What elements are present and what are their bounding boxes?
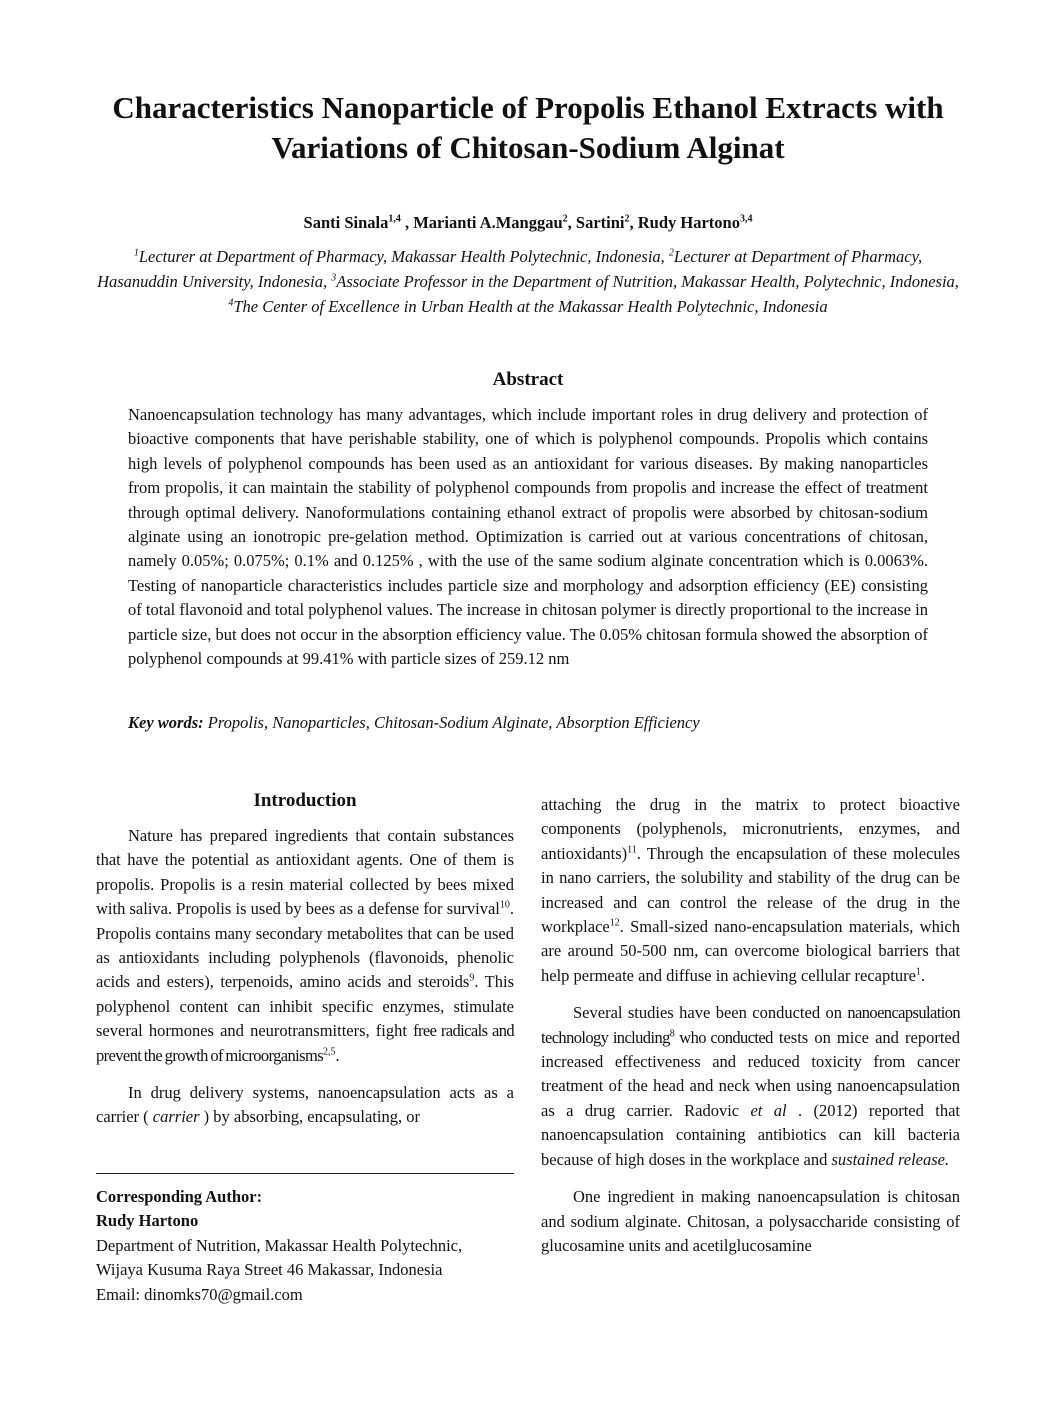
citation-ref: 8 bbox=[669, 1028, 675, 1040]
intro-p2-text: ) by absorbing, encapsulating, or bbox=[199, 1107, 420, 1127]
author-affiliation-mark: 3,4 bbox=[739, 213, 753, 225]
right-p2-text: nanoencapsulation technology including bbox=[541, 1003, 960, 1047]
right-paragraph-3: One ingredient in making nanoencapsulation is chitosan and sodium alginate. Chitosan, a polysaccharide consisting of glucosamine units and acetilglucosamine bbox=[541, 1187, 960, 1255]
affiliation-text: The Center of Excellence in Urban Health at the Makassar Health Polytechnic, Indonesia bbox=[233, 297, 828, 316]
citation-ref: 11 bbox=[627, 844, 637, 856]
abstract-body: Nanoencapsulation technology has many advantages, which include important roles in drug delivery and protection of bioactive components that have perishable stability, one of which is polyphenol compounds. Propolis which contains high levels of polyphenol compounds has been used as an antioxidant for various diseases. By making nanoparticles from propolis, it can maintain the stability of polyphenol compounds from propolis and increase the effect of treatment through optimal delivery. Nanoformulations containing ethanol extract of propolis were absorbed by chitosan-sodium alginate using an ionotropic pre-gelation method. Optimization is carried out at various concentrations of chitosan, namely 0.05%; 0.075%; 0.1% and 0.125% , with the use of the same sodium alginate concentration which is 0.0063%. Testing of nanoparticle characteristics includes particle size and morphology and adsorption efficiency (EE) consisting of total flavonoid and total polyphenol values. The increase in chitosan polymer is directly proportional to the increase in particle size, but does not occur in the absorption efficiency value. The 0.05% chitosan formula showed the absorption of polyphenol compounds at 99.41% with particle sizes of 259.12 nm bbox=[128, 405, 928, 669]
author-affiliation-mark: 2 bbox=[624, 213, 630, 225]
right-p1-text: . Through the encapsulation of these molecules in nano carriers, the solubility and stability of the drug can be increased and can control the release of the drug in the workplace bbox=[541, 843, 960, 937]
right-p1-text: attaching the drug in the matrix to protect bioactive components (polyphenols, micronutrients, enzymes, and antioxidants) bbox=[541, 795, 960, 863]
author-separator: , bbox=[629, 213, 638, 232]
left-column bbox=[96, 788, 514, 1130]
corresponding-email: Email: dinomks70@gmail.com bbox=[96, 1284, 303, 1304]
affiliation-text: Associate Professor in the Department of Nutrition, Makassar Health, Polytechnic, Indonesia, bbox=[336, 272, 959, 291]
intro-p1-text: Nature has prepared ingredients that contain substances that have the potential as antioxidant agents. One of them is propolis. Propolis is a resin material collected by bees mixed with saliva. Propolis is used by bees as a defense for survival bbox=[96, 826, 514, 919]
intro-paragraph-2 bbox=[96, 1081, 514, 1130]
author-name: Santi Sinala bbox=[303, 213, 389, 232]
keywords-text: Propolis, Nanoparticles, Chitosan-Sodium Alginate, Absorption Efficiency bbox=[203, 713, 700, 732]
citation-ref: 10 bbox=[499, 899, 510, 911]
citation-ref: 2,5 bbox=[323, 1046, 336, 1058]
author-name: Sartini bbox=[575, 213, 625, 232]
author-name: Marianti A.Manggau bbox=[413, 213, 563, 232]
corresponding-author-label: Corresponding Author: bbox=[96, 1187, 263, 1206]
right-p2-text: who conducted bbox=[674, 1027, 773, 1047]
affiliation-text: Lecturer at Department of Pharmacy, Makassar Health Polytechnic, Indonesia, bbox=[138, 247, 669, 266]
right-p2-emphasis: et al bbox=[750, 1100, 787, 1120]
affiliation-mark: 4 bbox=[228, 297, 234, 309]
right-column bbox=[541, 793, 960, 1258]
intro-p2-text: In drug delivery systems, nanoencapsulation acts as a carrier ( bbox=[96, 1083, 514, 1127]
affiliation-mark: 3 bbox=[331, 272, 337, 284]
affiliations bbox=[92, 244, 964, 319]
intro-p1-text: . This polyphenol content can inhibit specific enzymes, stimulate several hormones and neurotransmitters, fight bbox=[96, 972, 514, 1041]
right-paragraph-1 bbox=[541, 793, 960, 988]
title-line-2: Variations of Chitosan-Sodium Alginat bbox=[271, 130, 785, 165]
paper-title bbox=[60, 88, 996, 168]
footnote-divider bbox=[96, 1173, 514, 1174]
right-p2-emphasis: sustained release. bbox=[831, 1149, 950, 1169]
affiliation-mark: 1 bbox=[133, 247, 139, 259]
abstract-heading: Abstract bbox=[492, 369, 564, 390]
citation-ref: 12 bbox=[609, 917, 620, 929]
citation-ref: 1 bbox=[915, 966, 921, 978]
corresponding-author-name: Rudy Hartono bbox=[96, 1211, 199, 1231]
keywords bbox=[128, 710, 928, 735]
author-affiliation-mark: 1,4 bbox=[388, 213, 401, 225]
right-p1-text: . Small-sized nano-encapsulation materials, which are around 50-500 nm, can overcome biological barriers that help permeate and diffuse in achieving cellular recapture bbox=[541, 917, 960, 985]
introduction-heading: Introduction bbox=[253, 790, 357, 811]
intro-paragraph-1 bbox=[96, 824, 514, 1068]
right-p2-text: . (2012) reported that nanoencapsulation containing antibiotics can kill bacteria because of high doses in the workplace and bbox=[541, 1100, 960, 1169]
right-p2-text: tests on mice and reported increased effectiveness and reduced toxicity from cancer treatment of the head and neck when using nanoencapsulation as a drug carrier. Radovic bbox=[541, 1027, 960, 1120]
right-p1-text: . bbox=[920, 965, 926, 985]
intro-p1-text: free radicals and prevent the growth of microorganisms bbox=[96, 1021, 514, 1065]
affiliation-mark: 2 bbox=[668, 247, 674, 259]
right-p2-text: Several studies have been conducted on bbox=[573, 1003, 848, 1023]
author-separator: , bbox=[567, 213, 576, 232]
corresponding-address-line-2: Wijaya Kusuma Raya Street 46 Makassar, Indonesia bbox=[96, 1260, 443, 1280]
author-name: Rudy Hartono bbox=[637, 213, 740, 232]
intro-p1-text: . Propolis contains many secondary metabolites that can be used as antioxidants including polyphenols (flavonoids, phenolic acids and esters), terpenoids, amino acids and steroids bbox=[96, 899, 514, 992]
citation-ref: 9 bbox=[469, 972, 475, 984]
author-list bbox=[60, 211, 996, 235]
keywords-label: Key words: bbox=[128, 713, 204, 732]
right-paragraph-2 bbox=[541, 1001, 960, 1172]
corresponding-address-line-1: Department of Nutrition, Makassar Health Polytechnic, bbox=[96, 1235, 463, 1255]
intro-p1-text: . bbox=[335, 1045, 340, 1065]
author-separator: , bbox=[400, 213, 414, 232]
intro-p2-emphasis: carrier bbox=[152, 1107, 200, 1127]
title-line-1: Characteristics Nanoparticle of Propolis Ethanol Extracts with bbox=[112, 90, 944, 125]
author-affiliation-mark: 2 bbox=[562, 213, 568, 225]
affiliation-text: Lecturer at Department of Pharmacy, Hasanuddin University, Indonesia, bbox=[97, 247, 923, 291]
corresponding-author-block bbox=[96, 1185, 526, 1307]
